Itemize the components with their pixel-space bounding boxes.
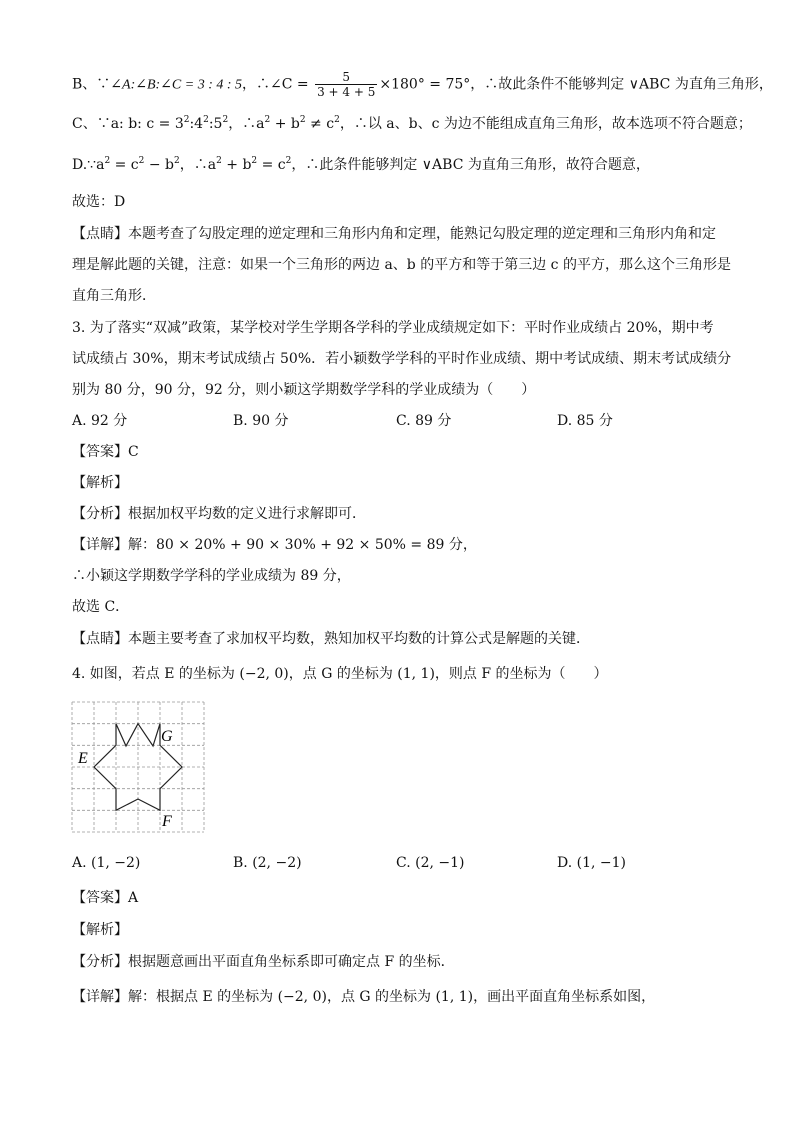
sup: 2 — [203, 115, 209, 125]
q2-c-part: :5 — [208, 116, 223, 132]
q4-option-b: B. (2, −2) — [233, 855, 302, 871]
sup: 2 — [138, 156, 145, 166]
q2-d-part: = c — [110, 157, 139, 173]
q2-c-part: + b — [270, 116, 300, 132]
q3-fenxi: 【分析】根据加权平均数的定义进行求解即可． — [72, 506, 366, 522]
q2-d-part: = c — [257, 157, 286, 173]
q2-d-part: ，∴a — [179, 157, 217, 173]
sup: 2 — [299, 115, 306, 125]
sup: 2 — [264, 115, 271, 125]
grid — [72, 702, 204, 832]
q3-choose: 故选 C． — [72, 599, 130, 615]
q4-stem: 4. 如图，若点 E 的坐标为 (−2, 0)，点 G 的坐标为 (1, 1)，则点 F 的坐标为（ ） — [72, 666, 608, 682]
q2-d-part: − b — [144, 157, 174, 173]
q2-c-part: ≠ c — [305, 116, 335, 132]
q3-option-d: D. 85 分 — [557, 413, 613, 429]
q2-c-tail: ，∴以 a、b、c 为边不能组成直角三角形，故本选项不符合题意； — [339, 116, 752, 132]
q4-fenxi: 【分析】根据题意画出平面直角坐标系即可确定点 F 的坐标． — [72, 954, 455, 970]
sup: 2 — [173, 156, 180, 166]
q2-c-part: ，∴a — [228, 116, 265, 132]
q4-grid-figure — [70, 700, 210, 836]
q2-d-part: + b — [221, 157, 252, 173]
q3-answer: 【答案】C — [72, 444, 139, 460]
point-label-e: E — [78, 750, 88, 767]
q2-comment-line-1: 【点睛】本题考查了勾股定理的逆定理和三角形内角和定理，能熟记勾股定理的逆定理和三角形内角和定 — [72, 226, 716, 242]
sup: 2 — [216, 156, 222, 166]
q2-c-part: C、∵a: b: c = 3 — [72, 116, 184, 132]
q2-b-fraction — [315, 70, 377, 99]
q3-option-c: C. 89 分 — [396, 413, 452, 429]
q3-stem-line-3: 别为 80 分，90 分，92 分，则小颖这学期数学学科的学业成绩为（ ） — [72, 382, 536, 398]
q2-comment-line-3: 直角三角形． — [72, 288, 156, 304]
q3-option-b: B. 90 分 — [233, 413, 289, 429]
q4-analysis: 【解析】 — [72, 922, 128, 938]
q2-b-mid2: ×180° = 75° — [379, 76, 471, 93]
q3-comment: 【点睛】本题主要考查了求加权平均数，熟知加权平均数的计算公式是解题的关键． — [72, 631, 590, 647]
sup: 2 — [251, 156, 258, 166]
q2-option-b — [72, 70, 773, 99]
q4-option-a: A. (1, −2) — [72, 855, 141, 871]
point-label-f: F — [162, 813, 172, 830]
q2-b-tail: ，∴故此条件不能够判定 ∨ABC 为直角三角形， — [470, 76, 773, 93]
sup: 2 — [334, 115, 340, 125]
sup: 2 — [285, 156, 292, 166]
fraction-denominator: 3 + 4 + 5 — [317, 85, 376, 99]
q2-c-part: :4 — [189, 116, 204, 132]
q2-choose: 故选：D — [72, 194, 126, 210]
sup: 2 — [222, 115, 229, 125]
q2-option-d — [72, 155, 650, 175]
q4-option-d: D. (1, −1) — [557, 855, 626, 871]
sup: 2 — [104, 156, 111, 166]
q2-comment-line-2: 理是解此题的关键，注意：如果一个三角形的两边 a、b 的平方和等于第三边 c 的平方，那么这个三角形是 — [72, 257, 731, 273]
q3-conclusion: ∴小颖这学期数学学科的学业成绩为 89 分， — [72, 568, 351, 584]
q4-answer: 【答案】A — [72, 890, 139, 906]
q2-d-part: D.∵a — [72, 157, 105, 173]
q2-option-c — [72, 114, 752, 134]
q3-option-a: A. 92 分 — [72, 413, 128, 429]
sup: 2 — [183, 115, 190, 125]
q3-analysis: 【解析】 — [72, 475, 128, 491]
q3-stem-line-1: 3. 为了落实“双减”政策，某学校对学生学期各学科的学业成绩规定如下：平时作业成绩占 20%，期中考 — [72, 320, 714, 336]
point-label-g: G — [161, 728, 173, 745]
q3-detail: 【详解】解：80 × 20% + 90 × 30% + 92 × 50% = 89 分， — [72, 537, 477, 553]
fraction-numerator: 5 — [315, 70, 377, 85]
q2-b-prefix: B、∵ — [72, 76, 111, 93]
q2-b-mid1: ，∴∠C = — [242, 76, 314, 93]
q3-stem-line-2: 试成绩占 30%，期末考试成绩占 50%．若小颖数学学科的平时作业成绩、期中考试成绩、期末考试成绩分 — [72, 351, 732, 367]
q2-d-tail: ，∴此条件能够判定 ∨ABC 为直角三角形，故符合题意， — [291, 157, 650, 173]
q4-detail: 【详解】解：根据点 E 的坐标为 (−2, 0)，点 G 的坐标为 (1, 1)，画出平面直角坐标系如图， — [72, 989, 656, 1005]
q4-option-c: C. (2, −1) — [396, 855, 465, 871]
q2-b-ratio: ∠A:∠B:∠C = 3 : 4 : 5 — [110, 77, 243, 93]
